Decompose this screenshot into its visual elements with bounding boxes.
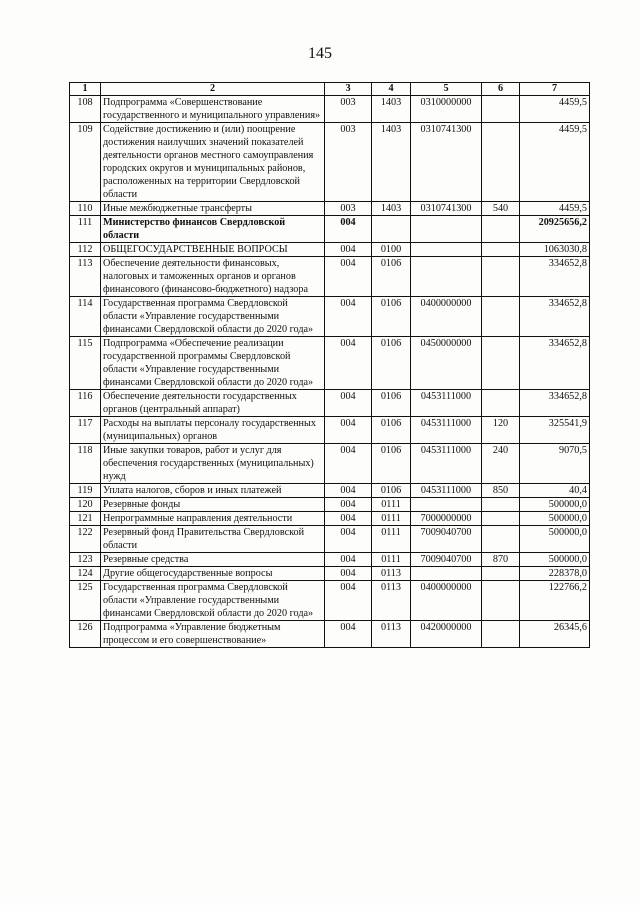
ministry-code: 004 xyxy=(325,390,372,417)
ministry-code: 003 xyxy=(325,123,372,202)
item-name: Другие общегосударственные вопросы xyxy=(101,567,325,581)
section-code: 0113 xyxy=(372,621,411,648)
header-col-6: 6 xyxy=(482,83,520,96)
header-col-1: 1 xyxy=(70,83,101,96)
expense-type-code xyxy=(482,498,520,512)
amount: 500000,0 xyxy=(520,553,590,567)
section-code xyxy=(372,216,411,243)
section-code: 0113 xyxy=(372,581,411,621)
row-number: 110 xyxy=(70,202,101,216)
section-code: 0106 xyxy=(372,257,411,297)
item-name: Уплата налогов, сборов и иных платежей xyxy=(101,484,325,498)
table-row xyxy=(70,123,590,202)
expense-type-code xyxy=(482,621,520,648)
table-row xyxy=(70,417,590,444)
section-code: 0106 xyxy=(372,417,411,444)
header-col-3: 3 xyxy=(325,83,372,96)
target-code: 0400000000 xyxy=(411,581,482,621)
ministry-code: 004 xyxy=(325,337,372,390)
target-code: 0310000000 xyxy=(411,96,482,123)
target-code: 0400000000 xyxy=(411,297,482,337)
amount: 228378,0 xyxy=(520,567,590,581)
target-code: 0453111000 xyxy=(411,444,482,484)
target-code xyxy=(411,216,482,243)
target-code: 0450000000 xyxy=(411,337,482,390)
row-number: 108 xyxy=(70,96,101,123)
expense-type-code xyxy=(482,526,520,553)
amount: 4459,5 xyxy=(520,123,590,202)
row-number: 119 xyxy=(70,484,101,498)
target-code: 0420000000 xyxy=(411,621,482,648)
row-number: 117 xyxy=(70,417,101,444)
table-body xyxy=(70,96,590,648)
item-name: Государственная программа Свердловской области «Управление государственными финансами Свердловской области до 2020 года» xyxy=(101,297,325,337)
ministry-code: 004 xyxy=(325,512,372,526)
item-name: Государственная программа Свердловской области «Управление государственными финансами Свердловской области до 2020 года» xyxy=(101,581,325,621)
amount: 4459,5 xyxy=(520,96,590,123)
expense-type-code xyxy=(482,257,520,297)
amount: 500000,0 xyxy=(520,526,590,553)
ministry-code: 004 xyxy=(325,297,372,337)
section-code: 0106 xyxy=(372,337,411,390)
amount: 334652,8 xyxy=(520,337,590,390)
table-row xyxy=(70,553,590,567)
item-name: Подпрограмма «Обеспечение реализации государственной программы Свердловской области «Управление государственными финансами Свердловской области до 2020 года» xyxy=(101,337,325,390)
ministry-code: 004 xyxy=(325,567,372,581)
amount: 1063030,8 xyxy=(520,243,590,257)
target-code xyxy=(411,257,482,297)
expense-type-code xyxy=(482,390,520,417)
expense-type-code: 540 xyxy=(482,202,520,216)
expense-type-code xyxy=(482,581,520,621)
expense-type-code xyxy=(482,297,520,337)
section-code: 0111 xyxy=(372,526,411,553)
ministry-code: 004 xyxy=(325,498,372,512)
row-number: 122 xyxy=(70,526,101,553)
table-row xyxy=(70,581,590,621)
item-name: Содействие достижению и (или) поощрение достижения наилучших значений показателей деятельности органов местного самоуправления городских округов и муниципальных районов, расположенных на территории Свердловской области xyxy=(101,123,325,202)
amount: 334652,8 xyxy=(520,297,590,337)
item-name: Расходы на выплаты персоналу государственных (муниципальных) органов xyxy=(101,417,325,444)
row-number: 118 xyxy=(70,444,101,484)
ministry-code: 003 xyxy=(325,202,372,216)
table-row xyxy=(70,526,590,553)
budget-table xyxy=(69,82,590,648)
ministry-code: 004 xyxy=(325,417,372,444)
row-number: 121 xyxy=(70,512,101,526)
section-code: 0106 xyxy=(372,484,411,498)
target-code: 0453111000 xyxy=(411,417,482,444)
ministry-code: 004 xyxy=(325,621,372,648)
row-number: 125 xyxy=(70,581,101,621)
section-code: 0106 xyxy=(372,297,411,337)
item-name: Резервный фонд Правительства Свердловской области xyxy=(101,526,325,553)
section-code: 1403 xyxy=(372,123,411,202)
expense-type-code xyxy=(482,512,520,526)
row-number: 126 xyxy=(70,621,101,648)
ministry-code: 004 xyxy=(325,444,372,484)
item-name: Резервные средства xyxy=(101,553,325,567)
row-number: 112 xyxy=(70,243,101,257)
table-row xyxy=(70,390,590,417)
target-code: 0310741300 xyxy=(411,202,482,216)
item-name: Иные закупки товаров, работ и услуг для обеспечения государственных (муниципальных) нужд xyxy=(101,444,325,484)
ministry-code: 004 xyxy=(325,581,372,621)
expense-type-code xyxy=(482,216,520,243)
expense-type-code xyxy=(482,243,520,257)
section-code: 0106 xyxy=(372,390,411,417)
row-number: 120 xyxy=(70,498,101,512)
row-number: 123 xyxy=(70,553,101,567)
item-name: Непрограммные направления деятельности xyxy=(101,512,325,526)
row-number: 111 xyxy=(70,216,101,243)
ministry-code: 003 xyxy=(325,96,372,123)
expense-type-code: 240 xyxy=(482,444,520,484)
section-code: 0111 xyxy=(372,512,411,526)
table-row xyxy=(70,444,590,484)
target-code: 7009040700 xyxy=(411,553,482,567)
expense-type-code: 850 xyxy=(482,484,520,498)
table-row xyxy=(70,216,590,243)
row-number: 109 xyxy=(70,123,101,202)
target-code xyxy=(411,498,482,512)
table-row xyxy=(70,337,590,390)
section-code: 0111 xyxy=(372,498,411,512)
amount: 325541,9 xyxy=(520,417,590,444)
section-code: 0100 xyxy=(372,243,411,257)
row-number: 113 xyxy=(70,257,101,297)
ministry-code: 004 xyxy=(325,553,372,567)
ministry-code: 004 xyxy=(325,526,372,553)
amount: 20925656,2 xyxy=(520,216,590,243)
item-name: ОБЩЕГОСУДАРСТВЕННЫЕ ВОПРОСЫ xyxy=(101,243,325,257)
item-name: Резервные фонды xyxy=(101,498,325,512)
section-code: 0106 xyxy=(372,444,411,484)
target-code xyxy=(411,243,482,257)
amount: 40,4 xyxy=(520,484,590,498)
section-code: 1403 xyxy=(372,202,411,216)
table-row xyxy=(70,297,590,337)
amount: 9070,5 xyxy=(520,444,590,484)
expense-type-code: 120 xyxy=(482,417,520,444)
table-row xyxy=(70,484,590,498)
expense-type-code xyxy=(482,96,520,123)
ministry-code: 004 xyxy=(325,257,372,297)
row-number: 124 xyxy=(70,567,101,581)
item-name: Обеспечение деятельности государственных органов (центральный аппарат) xyxy=(101,390,325,417)
table-row xyxy=(70,621,590,648)
table-row xyxy=(70,257,590,297)
target-code xyxy=(411,567,482,581)
table-row xyxy=(70,498,590,512)
item-name: Министерство финансов Свердловской области xyxy=(101,216,325,243)
item-name: Обеспечение деятельности финансовых, налоговых и таможенных органов и органов финансового (финансово-бюджетного) надзора xyxy=(101,257,325,297)
target-code: 0310741300 xyxy=(411,123,482,202)
header-col-5: 5 xyxy=(411,83,482,96)
table-row xyxy=(70,96,590,123)
expense-type-code xyxy=(482,123,520,202)
amount: 334652,8 xyxy=(520,257,590,297)
row-number: 115 xyxy=(70,337,101,390)
amount: 500000,0 xyxy=(520,512,590,526)
section-code: 0113 xyxy=(372,567,411,581)
ministry-code: 004 xyxy=(325,484,372,498)
table-row xyxy=(70,512,590,526)
table-row xyxy=(70,202,590,216)
target-code: 7000000000 xyxy=(411,512,482,526)
amount: 4459,5 xyxy=(520,202,590,216)
table-header-row xyxy=(70,83,590,96)
item-name: Подпрограмма «Совершенствование государственного и муниципального управления» xyxy=(101,96,325,123)
target-code: 7009040700 xyxy=(411,526,482,553)
header-col-2: 2 xyxy=(101,83,325,96)
target-code: 0453111000 xyxy=(411,484,482,498)
section-code: 1403 xyxy=(372,96,411,123)
item-name: Иные межбюджетные трансферты xyxy=(101,202,325,216)
expense-type-code xyxy=(482,567,520,581)
expense-type-code: 870 xyxy=(482,553,520,567)
page-number: 145 xyxy=(308,45,332,62)
table-row xyxy=(70,243,590,257)
row-number: 114 xyxy=(70,297,101,337)
ministry-code: 004 xyxy=(325,243,372,257)
ministry-code: 004 xyxy=(325,216,372,243)
amount: 334652,8 xyxy=(520,390,590,417)
target-code: 0453111000 xyxy=(411,390,482,417)
header-col-7: 7 xyxy=(520,83,590,96)
header-col-4: 4 xyxy=(372,83,411,96)
table-row xyxy=(70,567,590,581)
expense-type-code xyxy=(482,337,520,390)
row-number: 116 xyxy=(70,390,101,417)
section-code: 0111 xyxy=(372,553,411,567)
amount: 500000,0 xyxy=(520,498,590,512)
amount: 122766,2 xyxy=(520,581,590,621)
amount: 26345,6 xyxy=(520,621,590,648)
item-name: Подпрограмма «Управление бюджетным процессом и его совершенствование» xyxy=(101,621,325,648)
